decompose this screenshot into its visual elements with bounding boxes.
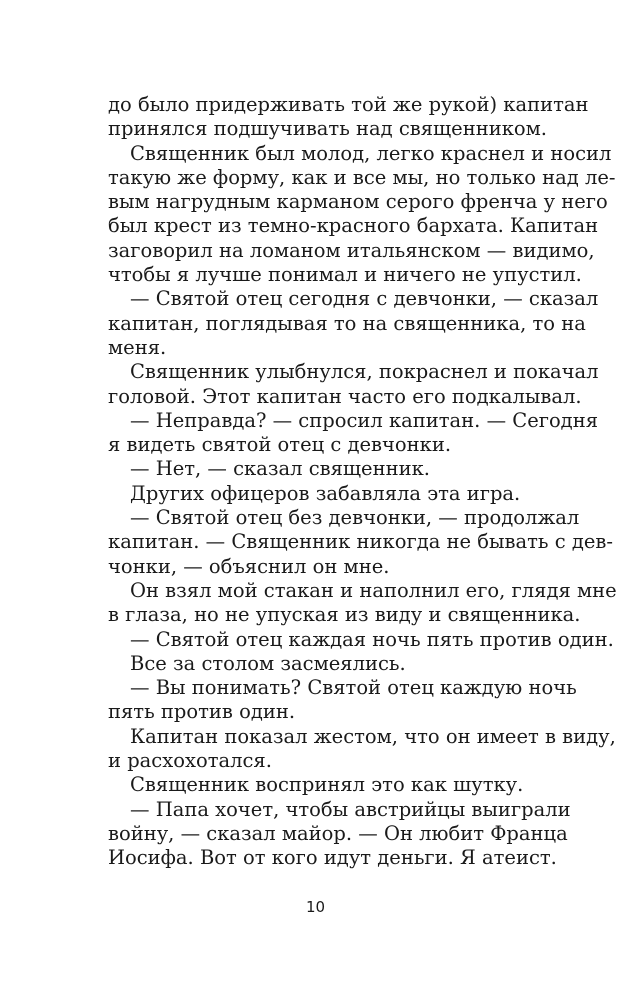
text-line: Других офицеров забавляла эта игра.: [130, 481, 521, 505]
text-line: меня.: [108, 335, 167, 359]
text-line: Священник был молод, легко краснел и носил: [130, 141, 612, 165]
text-line: Он взял мой стакан и наполнил его, глядя мне: [130, 578, 617, 602]
text-line: вым нагрудным карманом серого френча у него: [108, 190, 608, 214]
text-line: в глаза, но не упуская из виду и священника.: [108, 603, 581, 627]
text-line: чтобы я лучше понимал и ничего не упустил.: [108, 263, 582, 287]
text-line: — Нет, — сказал священник.: [130, 457, 430, 481]
text-line: пять против один.: [108, 700, 296, 724]
page-number: 10: [305, 898, 326, 916]
text-line: — Святой отец сегодня с девчонки, — сказал: [130, 287, 599, 311]
text-line: заговорил на ломаном итальянском — видимо,: [108, 238, 595, 262]
text-line: Священник улыбнулся, покраснел и покачал: [130, 360, 599, 384]
text-line: до было придерживать той же рукой) капитан: [108, 93, 589, 116]
text-line: капитан. — Священник никогда не бывать с дев-: [108, 530, 613, 554]
text-line: принялся подшучивать над священником.: [108, 117, 548, 141]
text-line: был крест из темно-красного бархата. Капитан: [108, 214, 599, 238]
text-line: Все за столом засмеялись.: [130, 651, 406, 675]
text-line: — Неправда? — спросил капитан. — Сегодня: [130, 408, 598, 432]
text-line: Капитан показал жестом, что он имеет в виду,: [130, 724, 616, 748]
text-line: Иосифа. Вот от кого идут деньги. Я атеист.: [108, 846, 557, 870]
text-line: головой. Этот капитан часто его подкалывал.: [108, 384, 582, 408]
text-line: — Папа хочет, чтобы австрийцы выиграли: [130, 797, 571, 821]
text-line: — Святой отец каждая ночь пять против один.: [130, 627, 614, 651]
text-line: — Вы понимать? Святой отец каждую ночь: [130, 676, 577, 700]
text-line: — Святой отец без девчонки, — продолжал: [130, 506, 580, 530]
text-line: чонки, — объяснил он мне.: [108, 554, 390, 578]
text-line: Священник воспринял это как шутку.: [130, 773, 524, 797]
text-line: капитан, поглядывая то на священника, то на: [108, 311, 586, 335]
body-text: [108, 93, 617, 871]
text-line: войну, — сказал майор. — Он любит Франца: [108, 821, 568, 845]
text-line: я видеть святой отец с девчонки.: [108, 433, 452, 457]
text-line: и расхохотался.: [108, 749, 272, 773]
text-line: такую же форму, как и все мы, но только над ле-: [108, 165, 616, 189]
